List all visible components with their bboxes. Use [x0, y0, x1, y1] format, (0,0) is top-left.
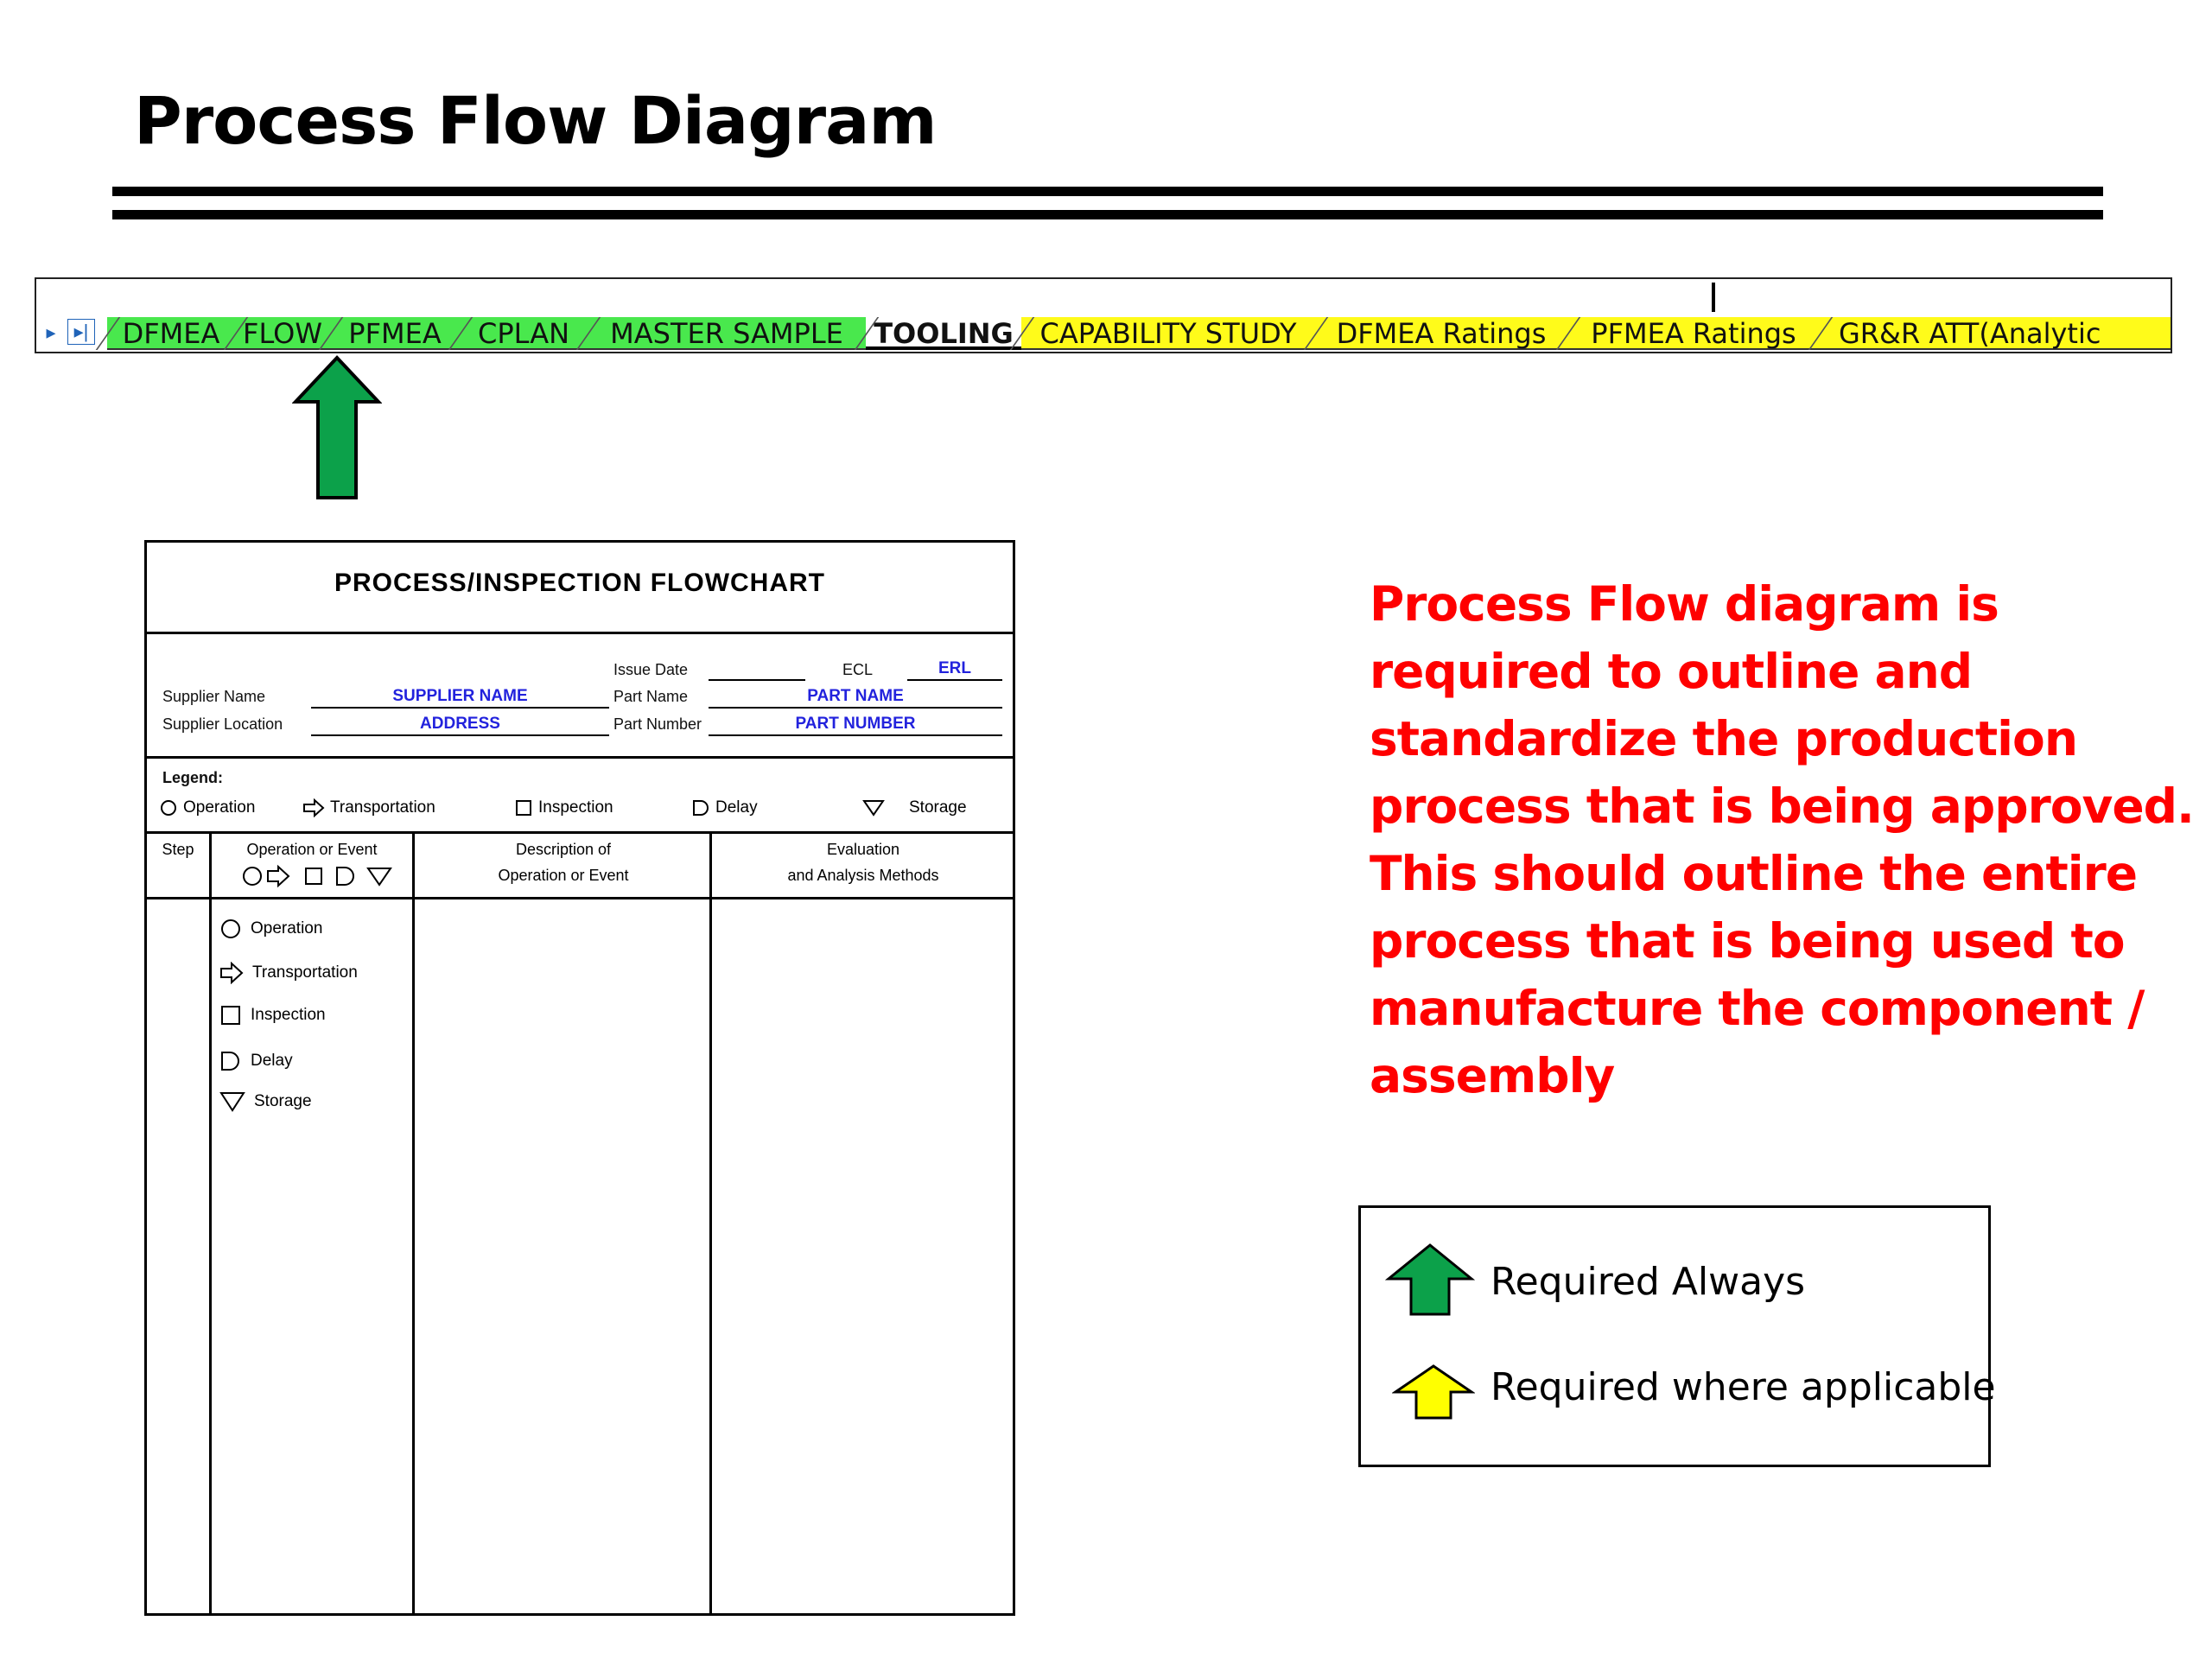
sheet-tab-row: [36, 317, 2171, 352]
divider: [147, 632, 1013, 634]
legend-delay: Delay: [691, 798, 758, 817]
divider: [147, 897, 1013, 899]
issue-date-label: Issue Date: [613, 661, 689, 678]
step-column-header: Step: [162, 841, 194, 858]
ecl-label: ECL: [842, 661, 874, 678]
sheet-tab-master-sample[interactable]: MASTER SAMPLE: [588, 317, 866, 350]
part-name-value[interactable]: PART NAME: [807, 687, 904, 705]
part-name-label: Part Name: [613, 688, 689, 705]
sheet-tab-capability-study[interactable]: CAPABILITY STUDY: [1021, 317, 1315, 350]
part-number-underline: [709, 734, 1002, 736]
operation-column-header: Operation or Event: [246, 841, 378, 858]
supplier-name-underline: [311, 707, 609, 709]
sheet-tab-flow[interactable]: FLOW: [235, 317, 330, 350]
legend-storage: Storage: [862, 798, 967, 817]
sheet-tab-dfmea[interactable]: DFMEA: [107, 317, 235, 350]
slide-title: Process Flow Diagram: [134, 82, 937, 159]
symbol-operation: Operation: [219, 918, 322, 940]
circle-icon: [219, 918, 242, 940]
tab-scroll-next-icon[interactable]: ▸: [46, 321, 56, 343]
part-name-underline: [709, 707, 1002, 709]
green-up-arrow-icon: [1385, 1243, 1475, 1317]
delay-d-icon: [691, 798, 710, 817]
process-flowchart-form: [144, 540, 1015, 1616]
required-always-arrow-icon: [292, 354, 382, 501]
description-text: Process Flow diagram is required to outline and standardize the production process that is being approved. This should outline the entire process that is being used to manufacture the component / assembly: [1370, 576, 2194, 1103]
symbol-inspection: Inspection: [219, 1004, 326, 1027]
supplier-location-value[interactable]: ADDRESS: [420, 715, 500, 733]
supplier-location-label: Supplier Location: [162, 715, 283, 733]
evaluation-column-header: Evaluation and Analysis Methods: [787, 841, 939, 884]
square-icon: [514, 798, 533, 817]
arrow-right-icon: [219, 962, 244, 984]
ecl-underline: [907, 679, 1002, 681]
description-column-header: Description of Operation or Event: [498, 841, 629, 884]
column-divider: [412, 831, 415, 1616]
title-rule-bottom: [112, 210, 2103, 219]
required-where-applicable-label: Required where applicable: [1491, 1365, 1996, 1409]
form-title: PROCESS/INSPECTION FLOWCHART: [334, 569, 825, 597]
symbol-delay: Delay: [219, 1050, 293, 1072]
sheet-tab-tooling[interactable]: TOOLING: [866, 317, 1021, 350]
legend-operation: Operation: [159, 798, 255, 817]
delay-d-icon: [219, 1050, 242, 1072]
column-divider: [209, 831, 212, 1616]
part-number-value[interactable]: PART NUMBER: [795, 715, 916, 733]
supplier-location-underline: [311, 734, 609, 736]
operation-symbols-icon: [240, 864, 396, 888]
supplier-name-label: Supplier Name: [162, 688, 266, 705]
sheet-tab-strip: [35, 277, 2172, 353]
required-always-label: Required Always: [1491, 1260, 1806, 1304]
arrow-key-legend: [1358, 1205, 1996, 1467]
sheet-tab-pfmea-ratings[interactable]: PFMEA Ratings: [1567, 317, 1820, 350]
ecl-value[interactable]: ERL: [938, 659, 971, 677]
yellow-up-arrow-icon: [1392, 1363, 1475, 1421]
divider: [147, 831, 1013, 834]
legend-transportation: Transportation: [302, 798, 435, 817]
text-cursor-mark: [1712, 283, 1715, 312]
issue-date-field[interactable]: [709, 679, 805, 681]
title-rule-top: [112, 187, 2103, 196]
legend-title: Legend:: [162, 769, 223, 786]
symbol-transportation: Transportation: [219, 962, 358, 984]
legend-inspection: Inspection: [514, 798, 613, 817]
triangle-down-icon: [862, 798, 885, 817]
part-number-label: Part Number: [613, 715, 702, 733]
supplier-name-value[interactable]: SUPPLIER NAME: [392, 687, 528, 705]
sheet-tab-cplan[interactable]: CPLAN: [460, 317, 588, 350]
sheet-tab-dfmea-ratings[interactable]: DFMEA Ratings: [1315, 317, 1567, 350]
column-divider: [709, 831, 712, 1616]
sheet-tab-grr-att[interactable]: GR&R ATT(Analytic: [1820, 317, 2172, 350]
arrow-right-icon: [302, 798, 325, 817]
sheet-tab-pfmea[interactable]: PFMEA: [330, 317, 460, 350]
divider: [147, 756, 1013, 759]
symbol-storage: Storage: [219, 1090, 312, 1113]
tab-scroll-last-icon[interactable]: ▸|: [67, 319, 95, 345]
square-icon: [219, 1004, 242, 1027]
circle-icon: [159, 798, 178, 817]
triangle-down-icon: [219, 1090, 245, 1113]
